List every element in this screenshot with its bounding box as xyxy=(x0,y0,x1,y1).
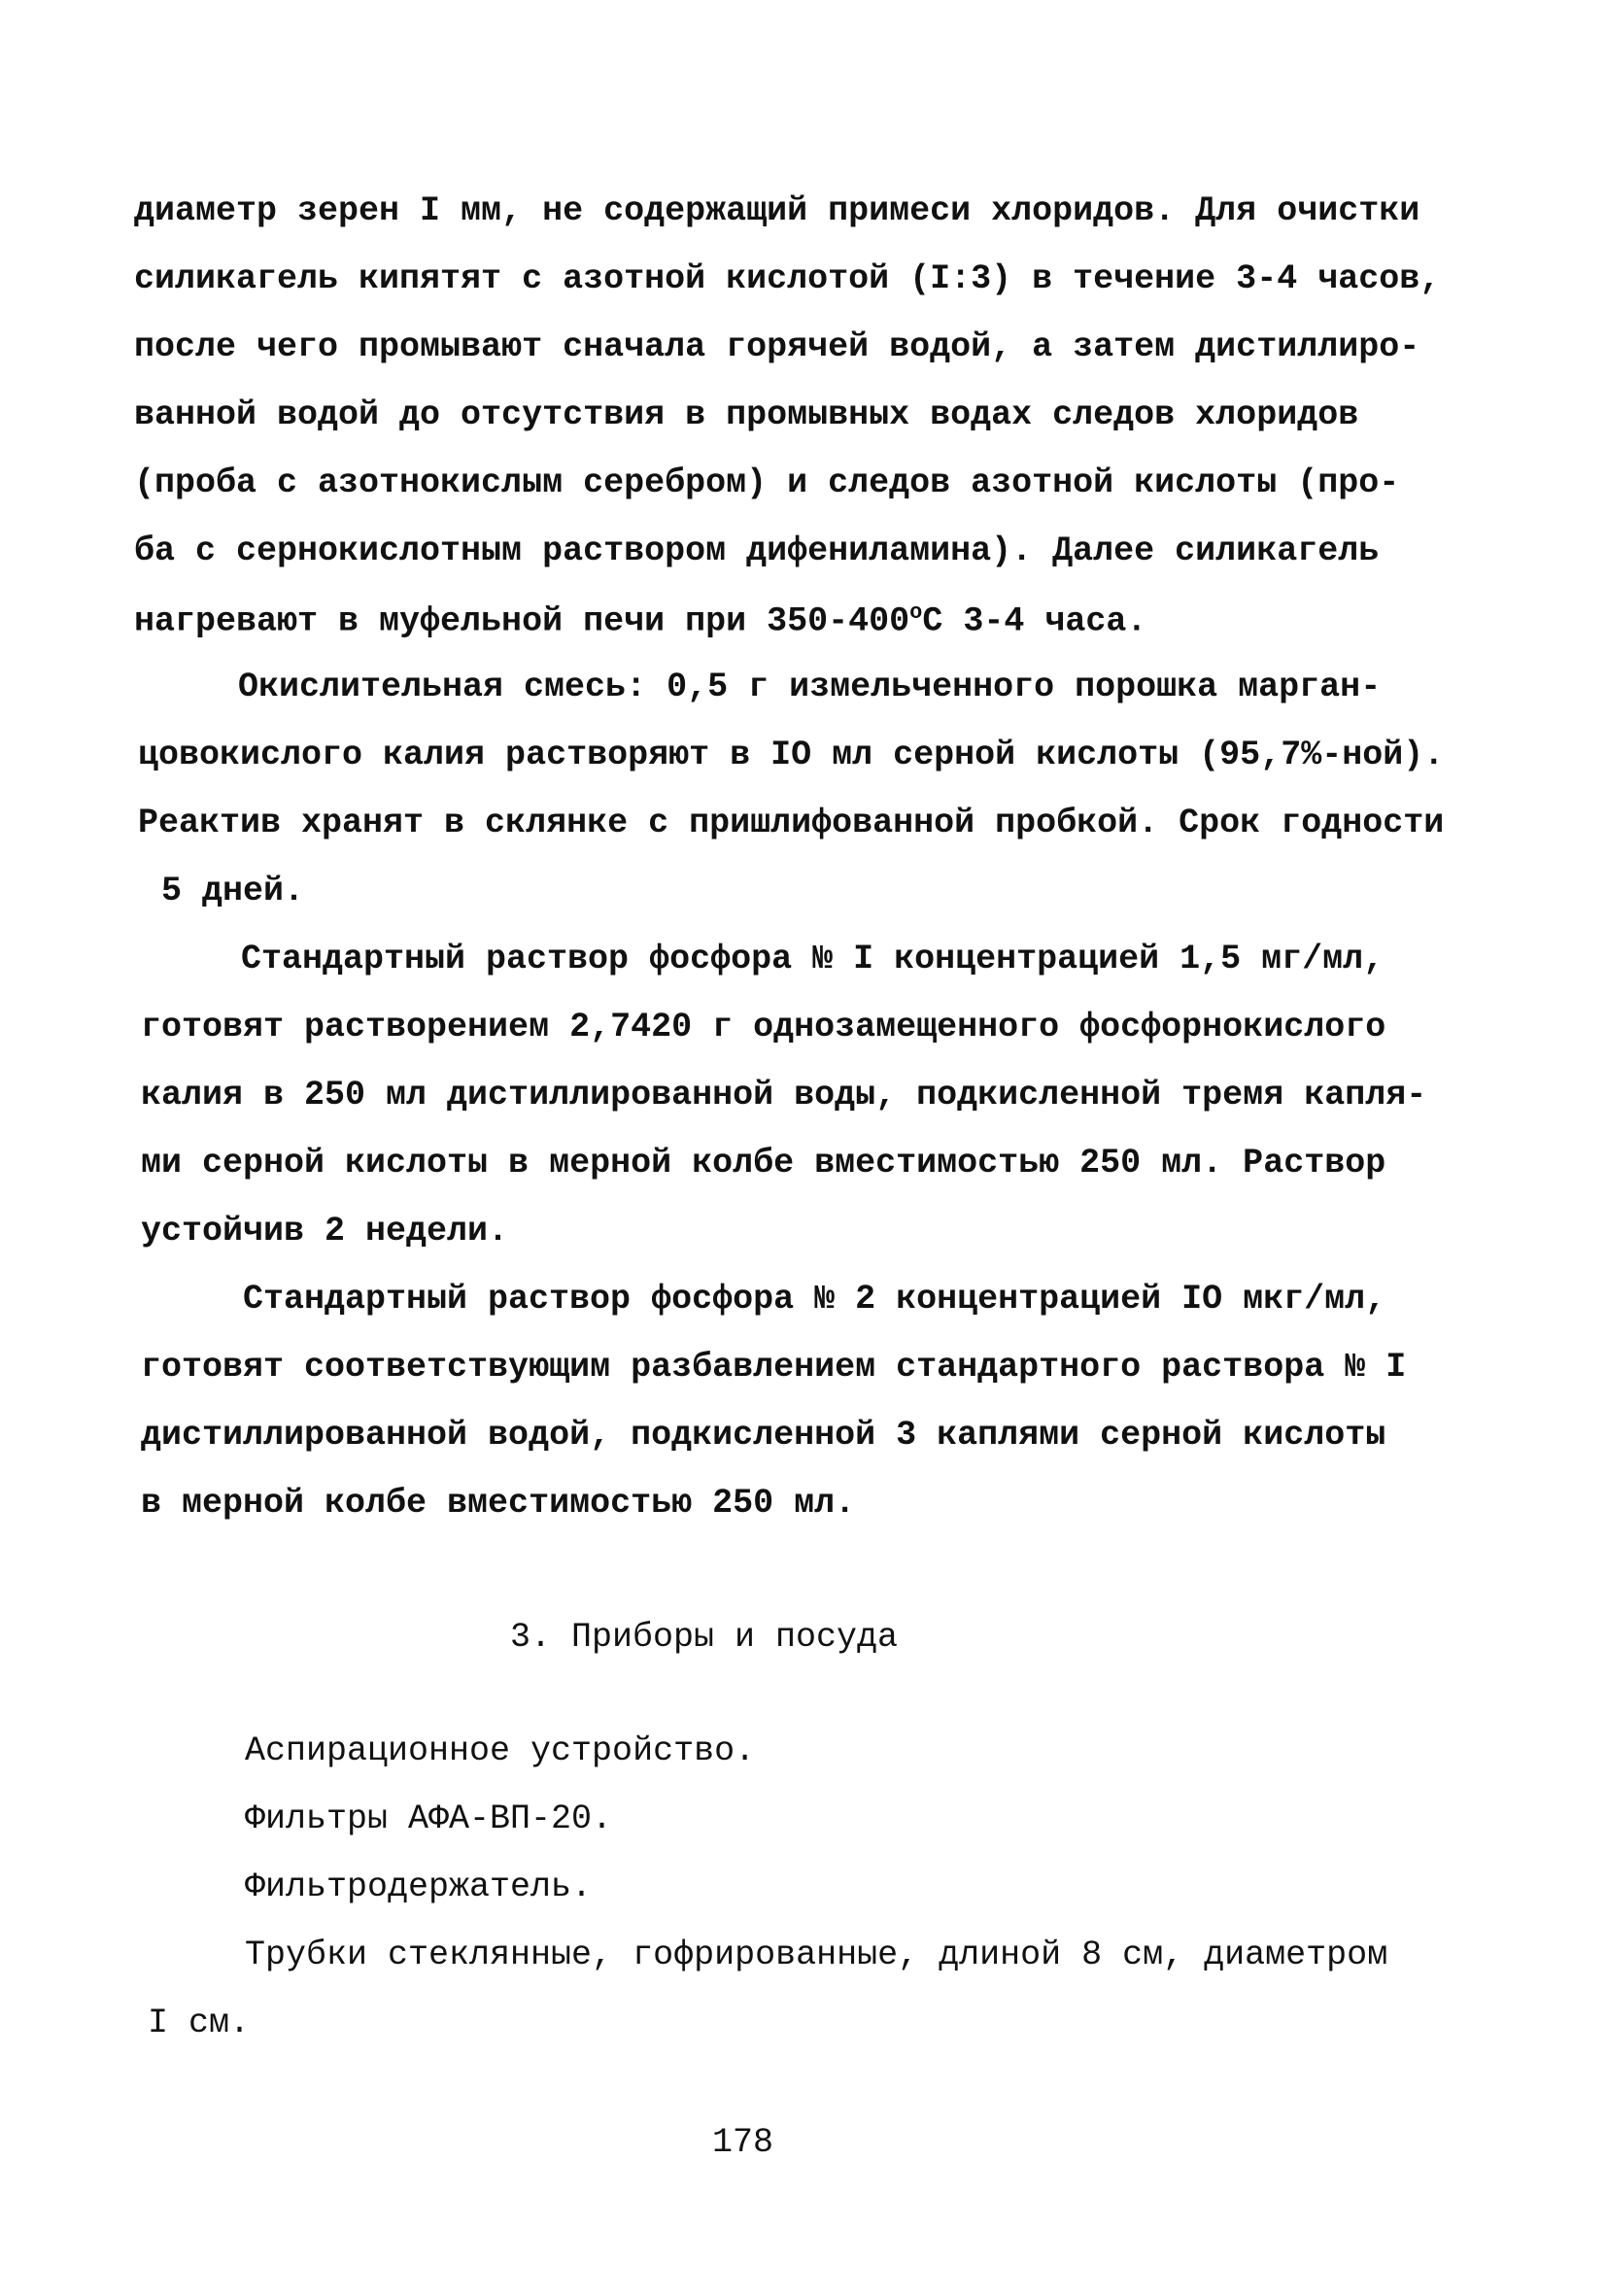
text-line: готовят растворением 2,7420 г однозамещенного фосфорнокислого xyxy=(141,1008,1386,1046)
text-line: в мерной колбе вместимостью 250 мл. xyxy=(141,1484,856,1523)
text-line: силикагель кипятят с азотной кислотой (I:3) в течение 3-4 часов, xyxy=(134,259,1441,298)
text-line: Реактив хранят в склянке с пришлифованной пробкой. Срок годности xyxy=(138,804,1445,842)
text-line: устойчив 2 недели. xyxy=(141,1212,509,1251)
text-line: готовят соответствующим разбавлением стандартного раствора № I xyxy=(141,1348,1407,1387)
text-line: ба с сернокислотным раствором дифениламина). Далее силикагель xyxy=(134,531,1380,570)
text-line-with-degree xyxy=(134,602,1146,639)
section-heading: 3. Приборы и посуда xyxy=(510,1618,899,1657)
text-line: 5 дней. xyxy=(141,872,305,910)
text-line: калия в 250 мл дистиллированной воды, подкисленной тремя капля- xyxy=(141,1076,1427,1114)
text-line: цовокислого калия растворяют в IO мл серной кислоты (95,7%-ной). xyxy=(138,736,1445,774)
text-line: ми серной кислоты в мерной колбе вместимостью 250 мл. Раствор xyxy=(141,1144,1386,1182)
text-line: Стандартный раствор фосфора № 2 концентрацией IO мкг/мл, xyxy=(243,1280,1386,1319)
list-item: Трубки стеклянные, гофрированные, длиной 8 см, диаметром xyxy=(245,1936,1388,1974)
list-item: Аспирационное устройство. xyxy=(245,1731,756,1770)
text-line: Стандартный раствор фосфора № I концентрацией 1,5 мг/мл, xyxy=(241,940,1385,978)
text-fragment: С 3-4 часа. xyxy=(922,601,1147,641)
text-line: Окислительная смесь: 0,5 г измельченного порошка марган- xyxy=(238,668,1382,706)
list-item-continuation: I см. xyxy=(148,2004,251,2042)
list-item: Фильтродержатель. xyxy=(245,1868,593,1906)
text-line: дистиллированной водой, подкисленной 3 каплями серной кислоты xyxy=(141,1416,1386,1455)
text-line: ванной водой до отсутствия в промывных водах следов хлоридов xyxy=(134,395,1359,434)
text-fragment: нагревают в муфельной печи при 350-400 xyxy=(134,601,910,641)
page-number: 178 xyxy=(712,2123,774,2162)
text-line: (проба с азотнокислым серебром) и следов азотной кислоты (про- xyxy=(134,463,1400,502)
degree-superscript: о xyxy=(909,600,923,625)
text-line: после чего промывают сначала горячей водой, а затем дистиллиро- xyxy=(134,327,1420,366)
list-item: Фильтры АФА-ВП-20. xyxy=(245,1799,613,1838)
text-line: диаметр зерен I мм, не содержащий примеси хлоридов. Для очистки xyxy=(134,191,1420,230)
